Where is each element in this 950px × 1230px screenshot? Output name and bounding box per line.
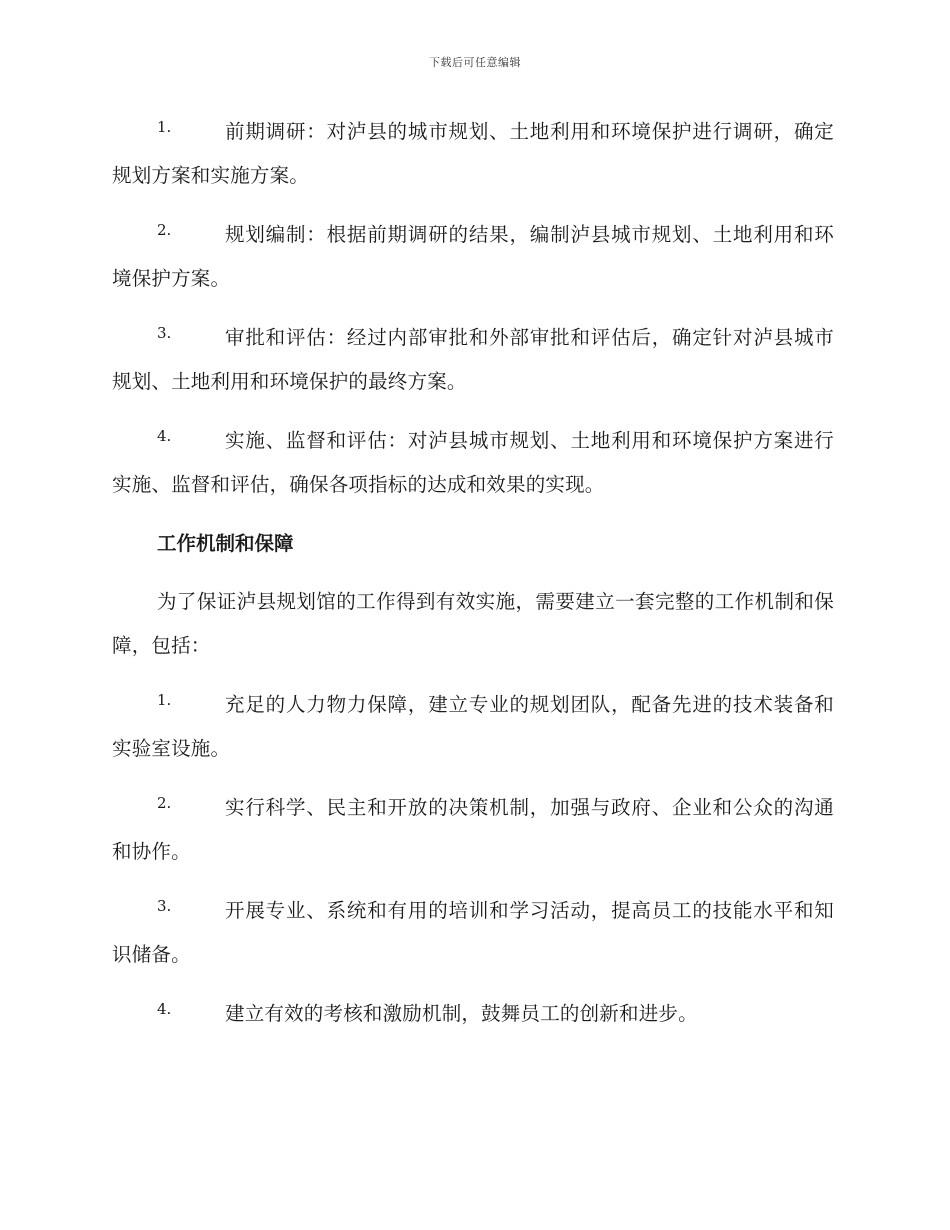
list-item-number: 4. [157, 1000, 172, 1018]
list-item [112, 992, 834, 1036]
list-item-number: 2. [157, 221, 172, 239]
list-item-text: 审批和评估：经过内部审批和外部审批和评估后，确定针对泸县城市规划、土地利用和环境保护的最终方案。 [112, 326, 834, 393]
list-item [112, 110, 834, 198]
list-item-text: 前期调研：对泸县的城市规划、土地利用和环境保护进行调研，确定规划方案和实施方案。 [112, 120, 834, 187]
list-item [112, 316, 834, 404]
list-item-number: 1. [157, 118, 172, 136]
document-body [112, 110, 834, 1051]
list-item [112, 419, 834, 507]
list-item [112, 213, 834, 301]
list-item-text: 开展专业、系统和有用的培训和学习活动，提高员工的技能水平和知识储备。 [112, 899, 834, 966]
list-item [112, 683, 834, 771]
list-item-number: 3. [157, 897, 172, 915]
intro-paragraph: 为了保证泸县规划馆的工作得到有效实施，需要建立一套完整的工作机制和保障，包括： [112, 590, 834, 657]
list-item-text: 规划编制：根据前期调研的结果，编制泸县城市规划、土地利用和环境保护方案。 [112, 223, 834, 290]
list-item-number: 2. [157, 794, 172, 812]
list-item-number: 3. [157, 324, 172, 342]
page-header-note: 下载后可任意编辑 [429, 56, 521, 69]
list-item-text: 充足的人力物力保障，建立专业的规划团队，配备先进的技术装备和实验室设施。 [112, 693, 834, 760]
list-item-text: 实施、监督和评估：对泸县城市规划、土地利用和环境保护方案进行实施、监督和评估，确保各项指标的达成和效果的实现。 [112, 429, 834, 496]
list-item [112, 889, 834, 977]
section-heading: 工作机制和保障 [157, 532, 294, 555]
list-item-text: 建立有效的考核和激励机制，鼓舞员工的创新和进步。 [225, 1002, 698, 1025]
list-item-text: 实行科学、民主和开放的决策机制，加强与政府、企业和公众的沟通和协作。 [112, 796, 834, 863]
list-item [112, 786, 834, 874]
list-item-number: 1. [157, 691, 172, 709]
list-item-number: 4. [157, 427, 172, 445]
